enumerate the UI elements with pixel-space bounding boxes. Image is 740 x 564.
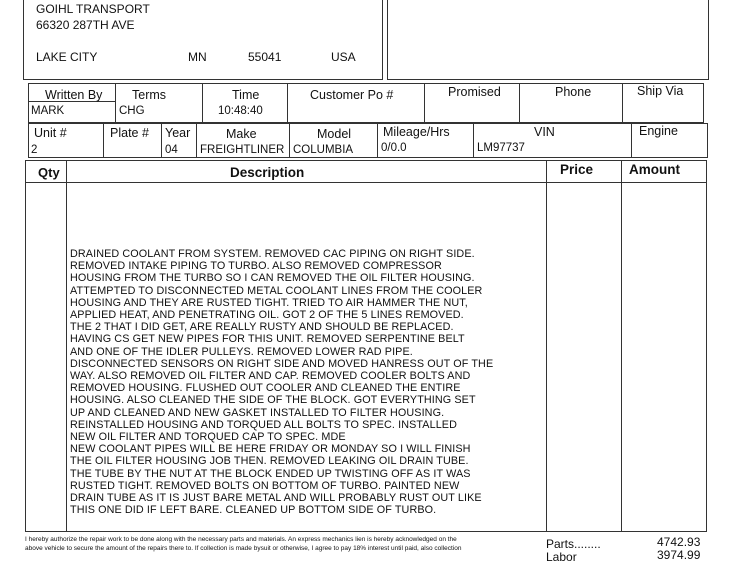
phone-header: Phone [555,85,592,99]
divider [424,83,425,123]
description-line: THIS ONE DID IF LEFT BARE. CLEANED UP BOTTOM SIDE OF TURBO. [70,504,437,517]
terms-value: CHG [119,105,145,117]
make-value: FREIGHTLINER [200,144,285,156]
description-line: DISCONNECTED SENSORS ON RIGHT SIDE AND MOVED HANRESS OUT OF THE [70,357,494,370]
amount-header: Amount [629,162,680,177]
written-by-value: MARK [31,105,65,117]
unit-value: 2 [31,144,38,156]
description-line: WAY. ALSO REMOVED OIL FILTER AND CAP. REMOVED COOLER BOLTS AND [70,370,471,383]
divider [202,83,203,123]
description-line: DRAIN TUBE AS IT IS JUST BARE METAL AND WILL PROBABLY RUST OUT LIKE [70,492,482,505]
description-line: HOUSING AND THEY ARE RUSTED TIGHT. TRIED TO AIR HAMMER THE NUT, [70,296,468,309]
customer-country: USA [331,50,356,64]
time-header: Time [232,88,260,102]
vin-header: VIN [534,125,555,139]
parts-label: Parts........ [546,537,601,551]
plate-header: Plate # [110,126,149,140]
mileage-value: 0/0.0 [381,142,407,154]
price-header: Price [560,162,594,177]
description-text [70,248,520,516]
description-line: UP AND CLEANED AND NEW GASKET INSTALLED TO FILTER HOUSING. [70,406,445,419]
divider [196,123,197,158]
divider [377,123,378,158]
model-header: Model [317,127,352,141]
description-line: REMOVED HOUSING. FLUSHED OUT COOLER AND CLEANED THE ENTIRE [70,382,461,395]
ship-to-box [387,0,709,80]
divider [631,123,632,158]
engine-header: Engine [639,124,678,138]
divider [115,83,116,123]
description-line: DRAINED COOLANT FROM SYSTEM. REMOVED CAC PIPING ON RIGHT SIDE. [70,248,475,260]
mileage-header: Mileage/Hrs [383,125,450,139]
labor-value: 3974.99 [657,548,701,562]
description-line: REINSTALLED HOUSING AND TORQUED ALL BOLTS TO SPEC. INSTALLED [70,418,457,431]
unit-header: Unit # [34,126,67,140]
labor-label: Labor [546,550,577,564]
customer-state: MN [188,50,207,64]
description-line: HAVING CS GET NEW PIPES FOR THIS UNIT. REMOVED SERPENTINE BELT [70,333,465,346]
year-value: 04 [165,144,178,156]
description-line: RUSTED TIGHT. REMOVED BOLTS ON BOTTOM OF TURBO. PAINTED NEW [70,479,460,492]
customer-po-header: Customer Po # [310,88,394,102]
year-header: Year [165,126,191,140]
promised-header: Promised [448,85,501,99]
description-line: NEW COOLANT PIPES WILL BE HERE FRIDAY OR MONDAY SO I WILL FINISH [70,443,471,456]
qty-header: Qty [38,165,60,180]
customer-address: 66320 287TH AVE [36,18,135,32]
written-by-header: Written By [45,88,103,102]
description-line: ATTEMPTED TO DISCONNECTED METAL COOLANT LINES FROM THE COOLER [70,284,483,297]
divider [161,123,162,158]
divider [25,182,707,183]
divider [103,123,104,158]
description-line: NEW OIL FILTER AND TORQUED CAP TO SPEC. MDE [70,431,346,444]
description-header: Description [230,165,305,180]
description-line: REMOVED INTAKE PIPING TO TURBO. ALSO REMOVED COMPRESSOR [70,260,442,273]
customer-city: LAKE CITY [36,50,98,64]
terms-header: Terms [132,88,167,102]
description-line: AND ONE OF THE IDLER PULLEYS. REMOVED LOWER RAD PIPE. [70,345,413,358]
description-line: THE 2 THAT I DID GET, ARE REALLY RUSTY AND SHOULD BE REPLACED. [70,321,454,334]
time-value: 10:48:40 [218,105,263,117]
customer-zip: 55041 [248,50,282,64]
make-header: Make [226,127,257,141]
description-line: THE OIL FILTER HOUSING JOB THEN. REMOVED LEAKING OIL DRAIN TUBE. [70,455,469,468]
divider [621,160,622,532]
divider [622,83,623,123]
disclaimer-line-2: above vehicle to secure the amount of the repairs there to. If collection is made bysuit or otherwise, I agree to pay 18% interest until paid, also collection [25,545,462,552]
disclaimer-line-1: I hereby authorize the repair work to be done along with the necessary parts and materials. An express mechanics lien is hereby acknowledged on the [25,536,457,543]
vin-value: LM97737 [477,142,525,154]
description-line: HOUSING FROM THE TURBO SO I CAN REMOVED THE OIL FILTER HOUSING. [70,272,475,285]
divider [546,160,547,532]
divider [66,160,67,532]
description-line: HOUSING. ALSO CLEANED THE SIDE OF THE BLOCK. GOT EVERYTHING SET [70,394,476,407]
ship-via-header: Ship Via [637,84,684,98]
divider [289,123,290,158]
customer-name: GOIHL TRANSPORT [36,2,150,16]
divider [287,83,288,123]
description-line: APPLIED HEAT, AND PENETRATING OIL. GOT 2 OF THE 5 LINES REMOVED. [70,309,464,322]
description-line: THE TUBE BY THE NUT AT THE BLOCK ENDED UP TWISTING OFF AS IT WAS [70,467,471,480]
model-value: COLUMBIA [293,144,354,156]
divider [519,83,520,123]
parts-value: 4742.93 [657,535,701,549]
divider [473,123,474,158]
